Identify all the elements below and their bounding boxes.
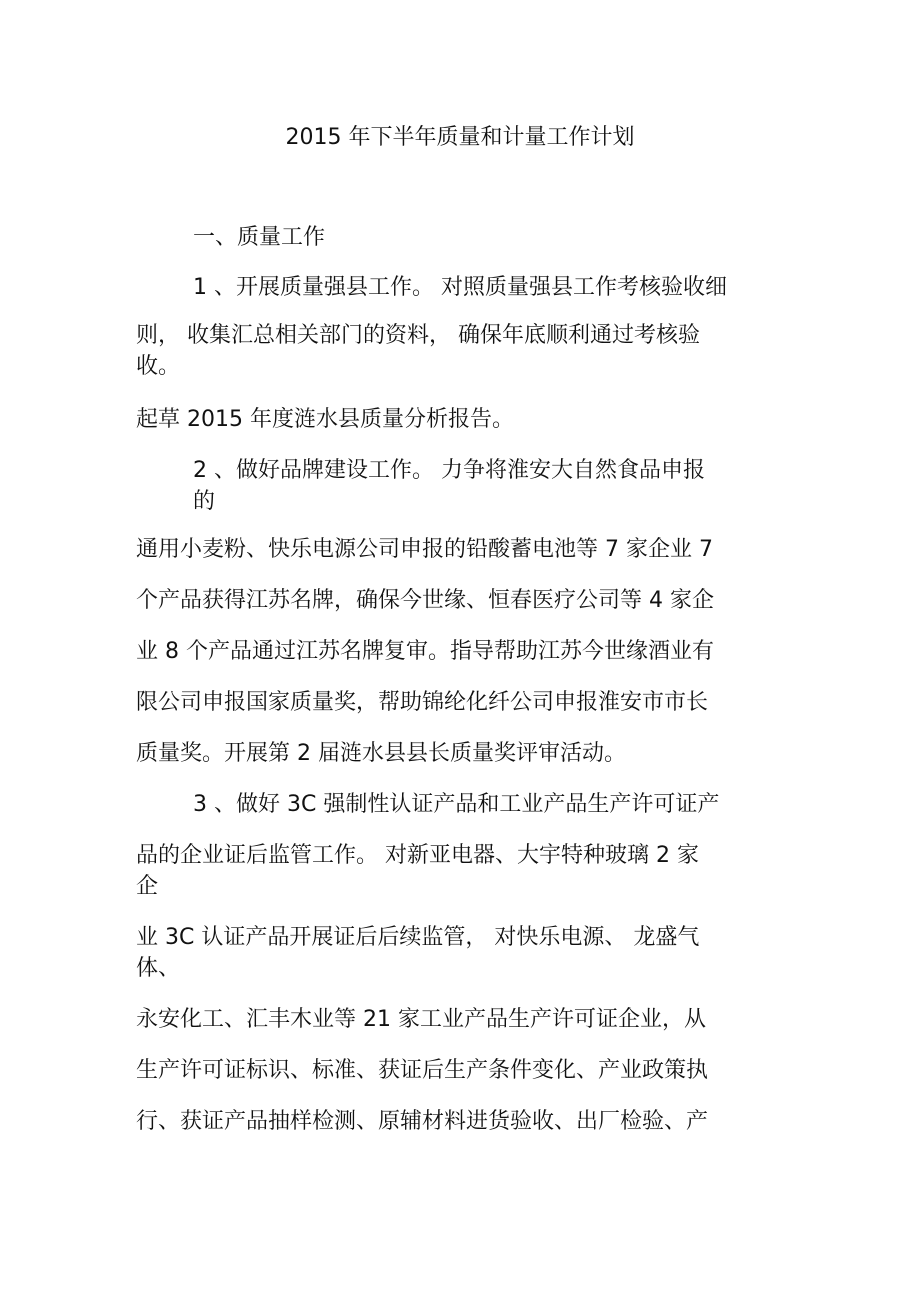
text-line: 通用小麦粉、快乐电源公司申报的铅酸蓄电池等 7 家企业 7	[136, 537, 713, 562]
text-line: 永安化工、汇丰木业等 21 家工业产品生产许可证企业，从	[136, 1007, 706, 1032]
text-line: 3 、做好 3C 强制性认证产品和工业产品生产许可证产	[193, 792, 720, 817]
text-line: 收。	[136, 354, 181, 379]
text-line: 行、获证产品抽样检测、原辅材料进货验收、出厂检验、产	[136, 1109, 709, 1134]
text-line: 业 8 个产品通过江苏名牌复审。指导帮助江苏今世缘酒业有	[136, 639, 714, 664]
text-line: 1 、开展质量强县工作。 对照质量强县工作考核验收细	[193, 275, 727, 300]
text-line: 则， 收集汇总相关部门的资料， 确保年底顺利通过考核验	[136, 323, 700, 348]
text-line: 企	[136, 874, 159, 899]
text-line: 个产品获得江苏名牌，确保今世缘、恒春医疗公司等 4 家企	[136, 588, 714, 613]
text-line: 生产许可证标识、标准、获证后生产条件变化、产业政策执	[136, 1058, 709, 1083]
text-line: 质量奖。开展第 2 届涟水县县长质量奖评审活动。	[136, 741, 626, 766]
text-line: 的	[193, 489, 216, 514]
text-line: 2 、做好品牌建设工作。 力争将淮安大自然食品申报	[193, 458, 705, 483]
text-line: 起草 2015 年度涟水县质量分析报告。	[136, 407, 514, 432]
text-line: 限公司申报国家质量奖，帮助锦纶化纤公司申报淮安市市长	[136, 690, 709, 715]
text-line: 体、	[136, 956, 181, 981]
text-line: 品的企业证后监管工作。 对新亚电器、大宇特种玻璃 2 家	[136, 843, 699, 868]
section-heading-quality: 一、质量工作	[193, 225, 326, 250]
document-title: 2015 年下半年质量和计量工作计划	[285, 125, 635, 150]
text-line: 业 3C 认证产品开展证后后续监管， 对快乐电源、 龙盛气	[136, 925, 700, 950]
